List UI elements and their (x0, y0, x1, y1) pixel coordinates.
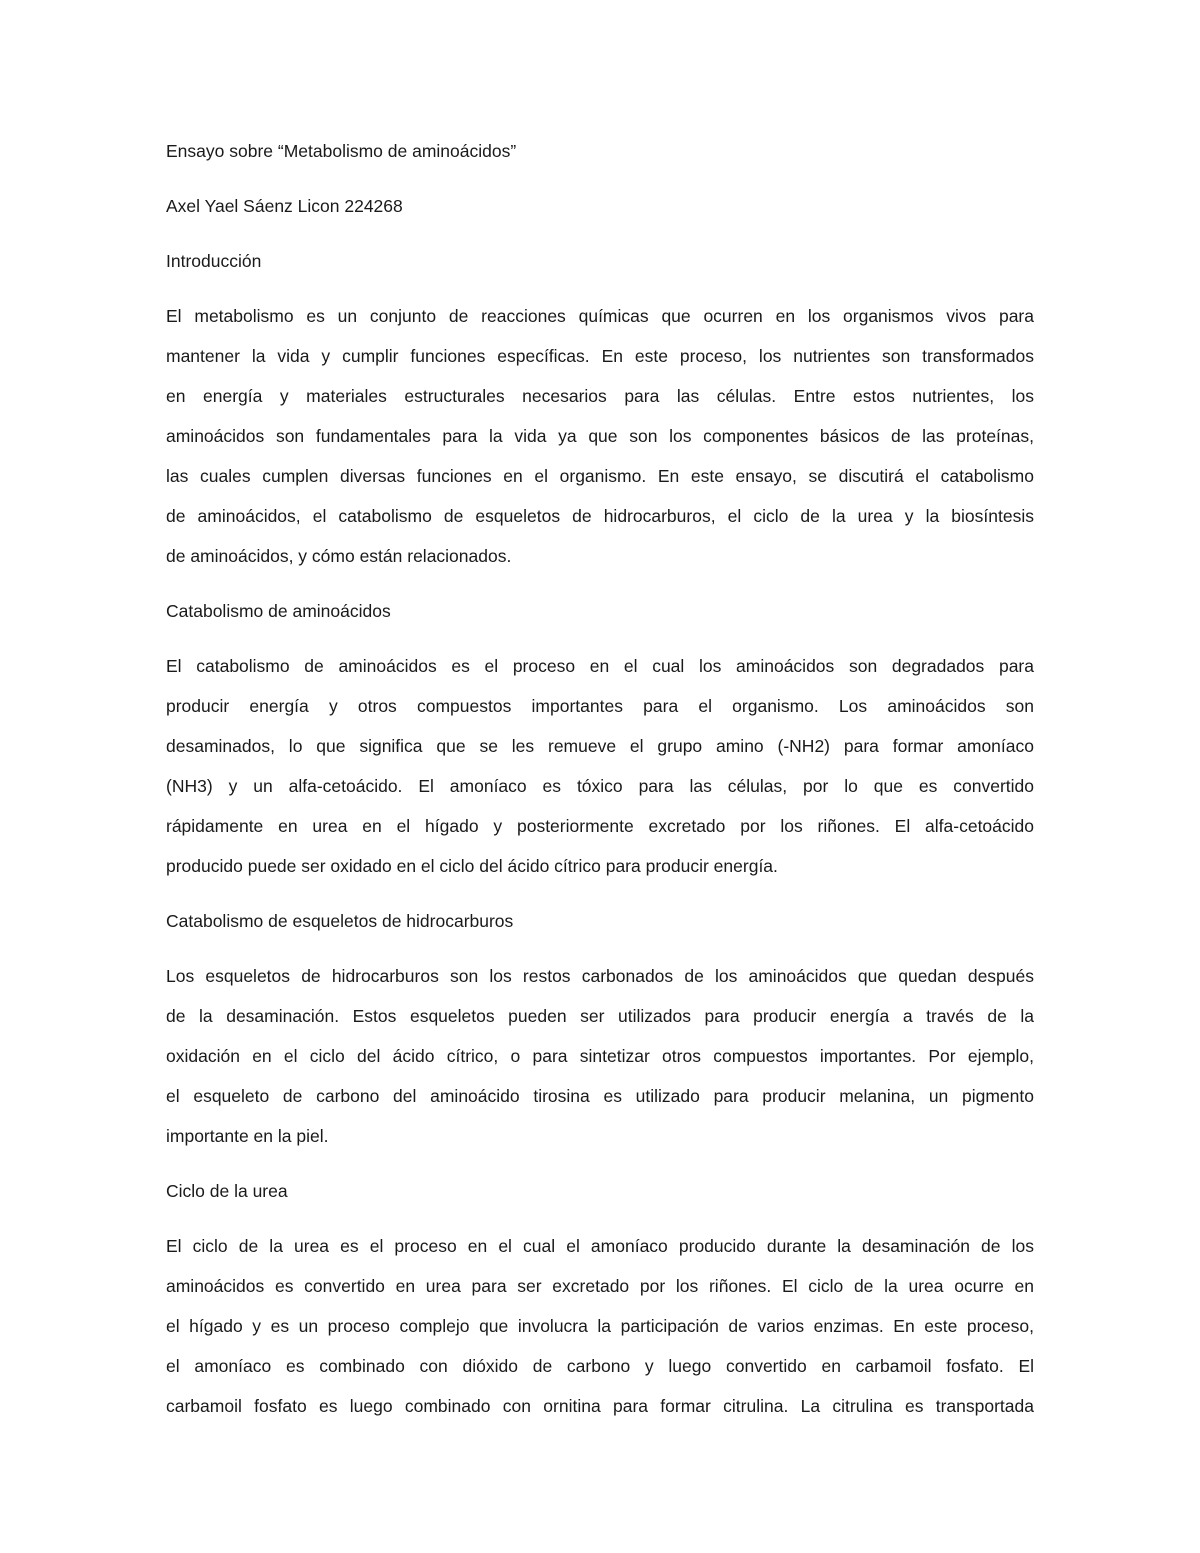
section-heading: Catabolismo de esqueletos de hidrocarburos (166, 911, 514, 931)
paragraph-line: el hígado y es un proceso complejo que involucra la participación de varios enzimas. En este proceso, (166, 1316, 1034, 1336)
paragraph-line: de aminoácidos, el catabolismo de esqueletos de hidrocarburos, el ciclo de la urea y la biosíntesis (166, 506, 1034, 526)
paragraph-line: producido puede ser oxidado en el ciclo del ácido cítrico para producir energía. (166, 856, 778, 876)
paragraph-line: aminoácidos son fundamentales para la vida ya que son los componentes básicos de las proteínas, (166, 426, 1034, 446)
section-paragraph (166, 305, 1034, 567)
paragraph-line: (NH3) y un alfa-cetoácido. El amoníaco es tóxico para las células, por lo que es convertido (166, 776, 1034, 796)
paragraph-line: importante en la piel. (166, 1126, 329, 1146)
author-line: Axel Yael Sáenz Licon 224268 (166, 196, 403, 216)
paragraph-line: carbamoil fosfato es luego combinado con ornitina para formar citrulina. La citrulina es transportada (166, 1396, 1034, 1416)
section-paragraph (166, 655, 1034, 877)
paragraph-line: desaminados, lo que significa que se les remueve el grupo amino (-NH2) para formar amoníaco (166, 736, 1034, 756)
paragraph-line: El metabolismo es un conjunto de reacciones químicas que ocurren en los organismos vivos para (166, 306, 1034, 326)
paragraph-line: Los esqueletos de hidrocarburos son los restos carbonados de los aminoácidos que quedan después (166, 966, 1034, 986)
paragraph-line: en energía y materiales estructurales necesarios para las células. Entre estos nutrientes, los (166, 386, 1034, 406)
section-paragraph (166, 965, 1034, 1147)
paragraph-line: rápidamente en urea en el hígado y posteriormente excretado por los riñones. El alfa-cetoácido (166, 816, 1034, 836)
document-title: Ensayo sobre “Metabolismo de aminoácidos” (166, 141, 517, 161)
paragraph-line: de aminoácidos, y cómo están relacionados. (166, 546, 512, 566)
paragraph-line: aminoácidos es convertido en urea para ser excretado por los riñones. El ciclo de la urea ocurre en (166, 1276, 1034, 1296)
paragraph-line: El catabolismo de aminoácidos es el proceso en el cual los aminoácidos son degradados para (166, 656, 1034, 676)
paragraph-line: producir energía y otros compuestos importantes para el organismo. Los aminoácidos son (166, 696, 1034, 716)
section-heading: Ciclo de la urea (166, 1181, 288, 1201)
paragraph-line: mantener la vida y cumplir funciones específicas. En este proceso, los nutrientes son transformados (166, 346, 1034, 366)
paragraph-line: El ciclo de la urea es el proceso en el cual el amoníaco producido durante la desaminación de los (166, 1236, 1034, 1256)
paragraph-line: oxidación en el ciclo del ácido cítrico, o para sintetizar otros compuestos importantes. Por ejemplo, (166, 1046, 1034, 1066)
paragraph-line: el amoníaco es combinado con dióxido de carbono y luego convertido en carbamoil fosfato. El (166, 1356, 1034, 1376)
document-page (166, 140, 1034, 1468)
paragraph-line: el esqueleto de carbono del aminoácido tirosina es utilizado para producir melanina, un pigmento (166, 1086, 1034, 1106)
paragraph-line: las cuales cumplen diversas funciones en el organismo. En este ensayo, se discutirá el catabolismo (166, 466, 1034, 486)
section-heading: Introducción (166, 251, 262, 271)
section-heading: Catabolismo de aminoácidos (166, 601, 391, 621)
section-paragraph (166, 1235, 1034, 1435)
paragraph-line: de la desaminación. Estos esqueletos pueden ser utilizados para producir energía a través de la (166, 1006, 1034, 1026)
